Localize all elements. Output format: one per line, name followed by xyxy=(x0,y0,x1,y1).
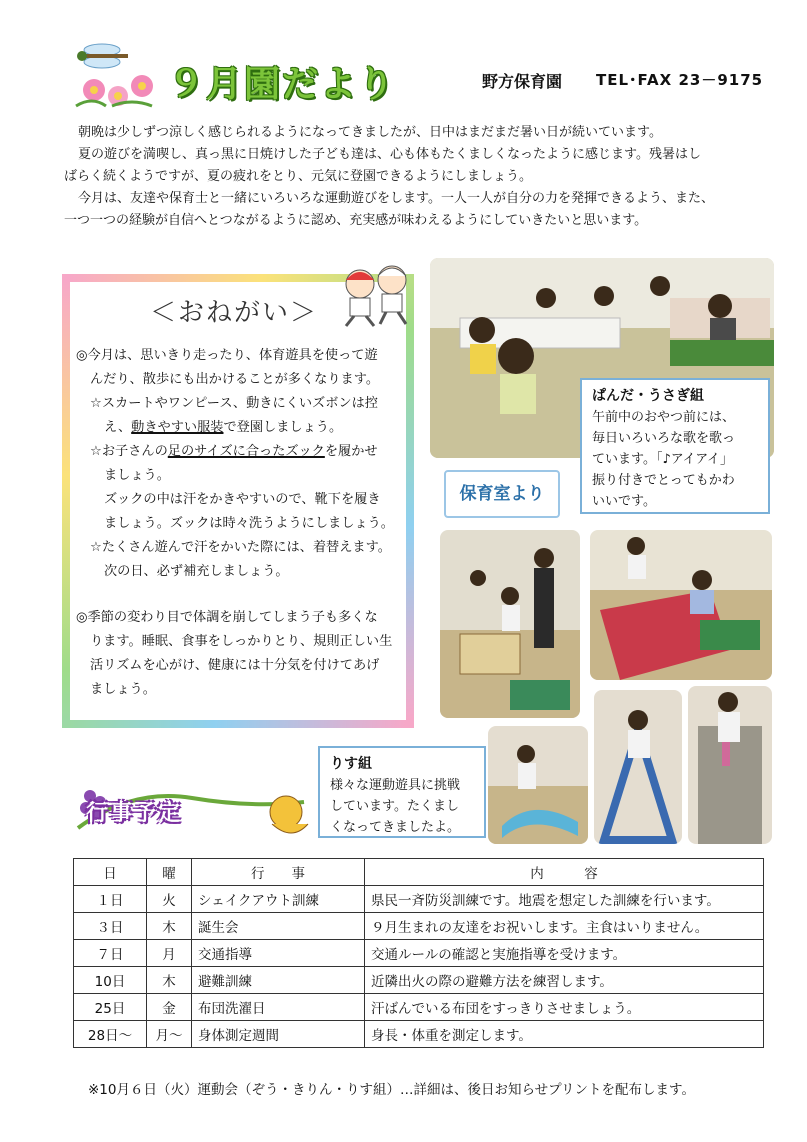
photo-climbing-wall xyxy=(688,686,772,844)
risu-title: りす組 xyxy=(330,756,372,772)
cell-date: ７日 xyxy=(74,940,147,967)
table-row xyxy=(74,994,764,1021)
panda-usagi-title: ぱんだ・うさぎ組 xyxy=(592,388,704,404)
cell-weekday: 火 xyxy=(147,886,192,913)
cell-weekday: 月 xyxy=(147,940,192,967)
cell-content: 交通ルールの確認と実施指導を受けます。 xyxy=(365,940,764,967)
header-date: 日 xyxy=(74,859,147,886)
panda-line: 毎日いろいろな歌を歌っ xyxy=(592,431,736,446)
cell-content: 身長・体重を測定します。 xyxy=(365,1021,764,1048)
onegai-line: 次の日、必ず補充しましょう。 xyxy=(104,564,289,579)
table-row xyxy=(74,940,764,967)
cell-date: 25日 xyxy=(74,994,147,1021)
onegai-line: ズックの中は汗をかきやすいので、靴下を履き xyxy=(104,492,381,507)
risu-line: 様々な運動遊具に挑戦 xyxy=(330,778,461,793)
header-content: 内 容 xyxy=(365,859,764,886)
footnote: ※10月６日（火）運動会（ぞう・きりん・りす組）…詳細は、後日お知らせプリントを配布します。 xyxy=(88,1082,695,1098)
onegai-line: 活リズムを心がけ、健康には十分気を付けてあげ xyxy=(90,658,380,673)
onegai-line: ☆お子さんの足のサイズに合ったズックを履かせ xyxy=(90,444,378,459)
onegai-line: ましょう。 xyxy=(90,682,156,697)
photo-balance-beam xyxy=(440,530,580,718)
onegai-line: ましょう。ズックは時々洗うようにしましょう。 xyxy=(104,516,394,531)
photo-slide xyxy=(488,726,588,844)
onegai-line: え、動きやすい服装で登園しましょう。 xyxy=(104,420,343,435)
cell-event: 布団洗濯日 xyxy=(192,994,365,1021)
nursery-room-label: 保育室より xyxy=(444,470,560,518)
intro-line-3: ばらく続くようですが、夏の疲れをとり、元気に登園できるようにしましょう。 xyxy=(64,169,533,184)
intro-line-1: 朝晩は少しずつ涼しく感じられるようになってきましたが、日中はまだまだ暑い日が続いています。 xyxy=(78,125,662,140)
cell-date: 10日 xyxy=(74,967,147,994)
table-row xyxy=(74,967,764,994)
onegai-title: ＜おねがい＞ xyxy=(150,298,319,328)
cell-event: シェイクアウト訓練 xyxy=(192,886,365,913)
onegai-line: んだり、散歩にも出かけることが多くなります。 xyxy=(90,372,380,387)
cell-content: ９月生まれの友達をお祝いします。主食はいりません。 xyxy=(365,913,764,940)
cell-date: ３日 xyxy=(74,913,147,940)
risu-line: くなってきましたよ。 xyxy=(330,820,461,835)
table-row xyxy=(74,913,764,940)
intro-line-4: 今月は、友達や保育士と一緒にいろいろな運動遊びをします。一人一人が自分の力を発揮できるよう、また、 xyxy=(78,191,714,206)
panda-line: 午前中のおやつ前には、 xyxy=(592,410,736,425)
photo-mat-crawling xyxy=(590,530,772,680)
cell-event: 避難訓練 xyxy=(192,967,365,994)
onegai-line: ☆スカートやワンピース、動きにくいズボンは控 xyxy=(90,396,378,411)
onegai-line: ましょう。 xyxy=(104,468,170,483)
panda-line: ています。「♪アイアイ」 xyxy=(592,452,734,467)
dragonfly-flower-illustration xyxy=(72,36,168,108)
panda-usagi-bubble xyxy=(580,378,770,514)
panda-line: 振り付きでとってもかわ xyxy=(592,473,735,488)
cell-date: 28日～ xyxy=(74,1021,147,1048)
cell-content: 県民一斉防災訓練です。地震を想定した訓練を行います。 xyxy=(365,886,764,913)
onegai-line: ☆たくさん遊んで汗をかいた際には、着替えます。 xyxy=(90,540,391,555)
cell-date: １日 xyxy=(74,886,147,913)
cell-event: 誕生会 xyxy=(192,913,365,940)
risu-bubble xyxy=(318,746,486,838)
cell-event: 身体測定週間 xyxy=(192,1021,365,1048)
table-row xyxy=(74,1021,764,1048)
events-title: 行事予定 xyxy=(86,801,183,826)
cell-weekday: 月～ xyxy=(147,1021,192,1048)
onegai-line: ◎今月は、思いきり走ったり、体育遊具を使って遊 xyxy=(76,348,378,363)
header-weekday: 曜 xyxy=(147,859,192,886)
table-header-row xyxy=(74,859,764,886)
onegai-line: ◎季節の変わり目で体調を崩してしまう子も多くな xyxy=(76,610,378,625)
tel-fax: TEL･FAX 23－9175 xyxy=(596,71,764,89)
page-title: ９月園だより xyxy=(168,64,397,105)
school-name: 野方保育園 xyxy=(482,72,563,91)
header-event: 行 事 xyxy=(192,859,365,886)
cell-weekday: 木 xyxy=(147,967,192,994)
cell-content: 近隣出火の際の避難方法を練習します。 xyxy=(365,967,764,994)
panda-line: いいです。 xyxy=(592,494,656,509)
onegai-line: ります。睡眠、食事をしっかりとり、規則正しい生 xyxy=(90,634,393,649)
table-row xyxy=(74,886,764,913)
running-kids-illustration xyxy=(334,258,420,330)
cell-weekday: 金 xyxy=(147,994,192,1021)
intro-line-5: 一つ一つの経験が自信へとつながるように認め、充実感が味わえるようにしていきたいと思います。 xyxy=(64,213,648,228)
cell-weekday: 木 xyxy=(147,913,192,940)
photo-ladder xyxy=(594,690,682,844)
emphasis-clothing: 動きやすい服装 xyxy=(131,420,224,435)
intro-line-2: 夏の遊びを満喫し、真っ黒に日焼けした子ども達は、心も体もたくましくなったように感じます。残暑はし xyxy=(78,147,701,162)
risu-line: しています。たくまし xyxy=(330,799,459,814)
emphasis-shoes: 足のサイズに合ったズック xyxy=(167,444,325,459)
cell-content: 汗ばんでいる布団をすっきりさせましょう。 xyxy=(365,994,764,1021)
cell-event: 交通指導 xyxy=(192,940,365,967)
events-table xyxy=(73,858,764,1048)
